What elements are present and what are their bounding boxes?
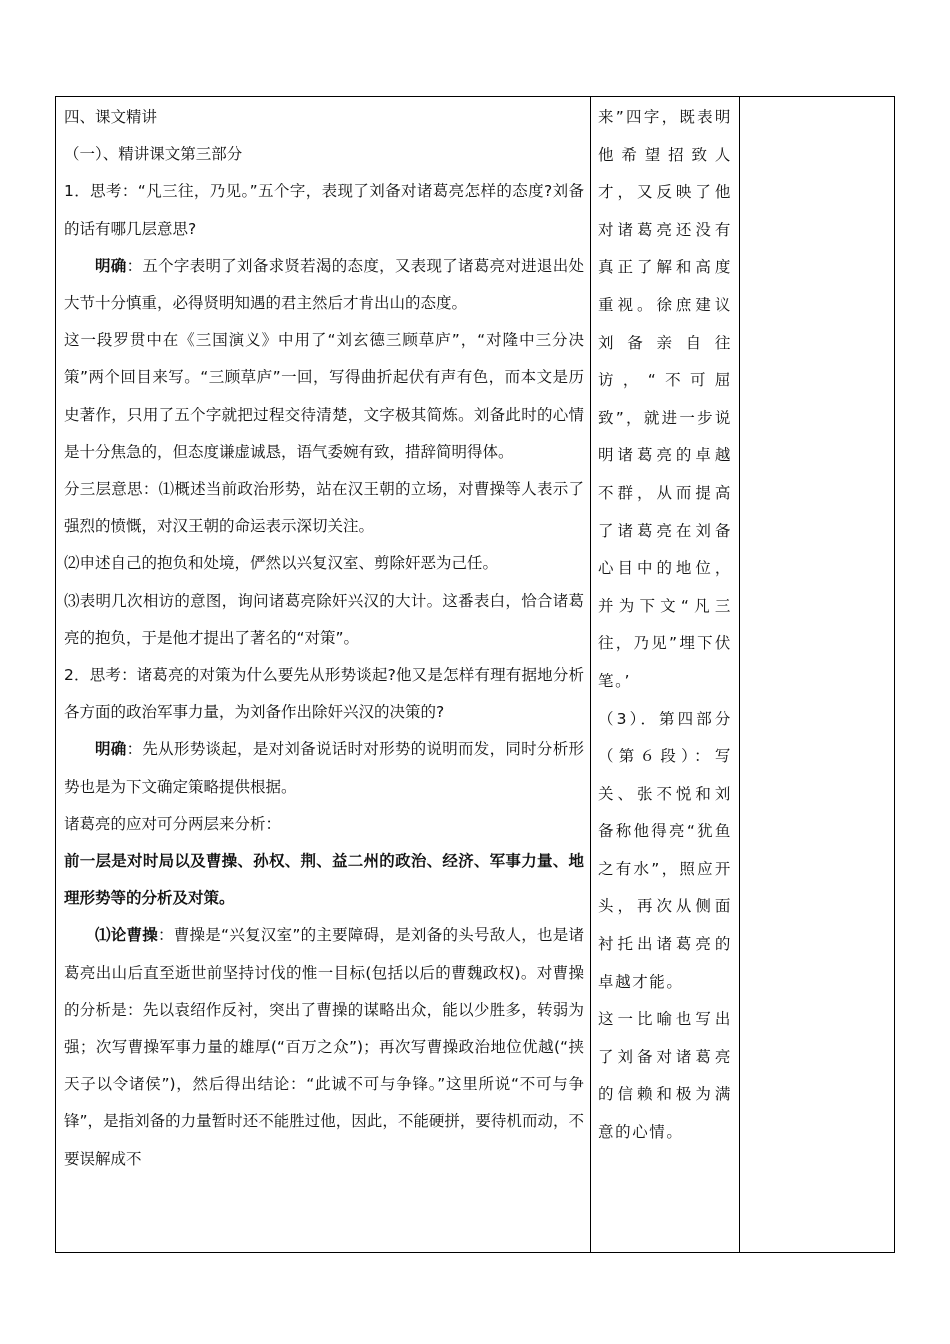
column-divider (739, 97, 740, 1252)
paragraph-first-layer: 前一层是对时局以及曹操、孙权、荆、益二州的政治、经济、军事力量、地理形势等的分析及对策。 (64, 852, 584, 908)
answer-label: 明确 (95, 740, 127, 759)
answer-2 (64, 731, 584, 805)
section-heading: 四、课文精讲 (64, 108, 158, 126)
side-note-1: 来”四字，既表明他希望招致人才，又反映了他对诸葛亮还没有真正了解和高度重视。徐庶建议刘备亲自往访，“不可屈致”，就进一步说明诸葛亮的卓越不群，从而提高了诸葛亮在刘备心目中的地位，并为下文“凡三往，乃见”埋下伏笔。’ (598, 108, 732, 690)
cao-label: ⑴论曹操 (95, 926, 159, 945)
side-note-2: （3）．第四部分（第６段）：写关、张不悦和刘备称他得亮“犹鱼之有水”，照应开头，再次从侧面衬托出诸葛亮的卓越才能。 (598, 709, 732, 991)
subsection-heading: （一）、精讲课文第三部分 (64, 145, 243, 164)
answer-text: ：先从形势谈起，是对刘备说话时对形势的说明而发，同时分析形势也是为下文确定策略提供根据。 (64, 740, 584, 796)
answer-1 (64, 248, 584, 322)
paragraph-point-2: ⑵申述自己的抱负和处境，俨然以兴复汉室、剪除奸恶为己任。 (64, 554, 499, 573)
answer-label: 明确 (95, 256, 127, 275)
paragraph-two-layers: 诸葛亮的应对可分两层来分析： (64, 814, 282, 833)
side-note-3: 这一比喻也写出了刘备对诸葛亮的信赖和极为满意的心情。 (598, 1010, 732, 1142)
paragraph-cao-cao (64, 917, 584, 1177)
paragraph-three-meanings: 分三层意思：⑴概述当前政治形势，站在汉王朝的立场，对曹操等人表示了强烈的愤慨，对汉王朝的命运表示深切关注。 (64, 480, 584, 536)
lesson-table (55, 96, 895, 1253)
question-2: 2．思考：诸葛亮的对策为什么要先从形势谈起?他又是怎样有理有据地分析各方面的政治军事力量，为刘备作出除奸兴汉的决策的? (64, 666, 584, 722)
paragraph-luo-guanzhong: 这一段罗贯中在《三国演义》中用了“刘玄德三顾草庐”，“对隆中三分决策”两个回目来写。“三顾草庐”一回，写得曲折起伏有声有色，而本文是历史著作，只用了五个字就把过程交待清楚，文字极其简炼。刘备此时的心情是十分焦急的，但态度谦虚诚恳，语气委婉有致，措辞简明得体。 (64, 331, 584, 461)
column-divider (590, 97, 591, 1252)
answer-text: ：五个字表明了刘备求贤若渴的态度，又表现了诸葛亮对进退出处大节十分慎重，必得贤明知遇的君主然后才肯出山的态度。 (64, 256, 584, 313)
side-notes-cell (598, 99, 732, 1152)
question-1: 1．思考：“凡三往，乃见。”五个字，表现了刘备对诸葛亮怎样的态度?刘备的话有哪几层意思? (64, 182, 584, 238)
cao-text: ：曹操是“兴复汉室”的主要障碍，是刘备的头号敌人，也是诸葛亮出山后直至逝世前坚持讨伐的惟一目标(包括以后的曹魏政权)。对曹操的分析是：先以袁绍作反衬，突出了曹操的谋略出众，能以少胜多，转弱为强；次写曹操军事力量的雄厚(“百万之众”)；再次写曹操政治地位优越(“挟天子以令诸侯”)，然后得出结论：“此诚不可与争锋。”这里所说“不可与争锋”，是指刘备的力量暂时还不能胜过他，因此，不能硬拼，要待机而动，不要误解成不 (64, 926, 584, 1168)
main-content-cell (64, 99, 584, 1178)
paragraph-point-3: ⑶表明几次相访的意图，询问诸葛亮除奸兴汉的大计。这番表白，恰合诸葛亮的抱负，于是他才提出了著名的“对策”。 (64, 591, 584, 647)
